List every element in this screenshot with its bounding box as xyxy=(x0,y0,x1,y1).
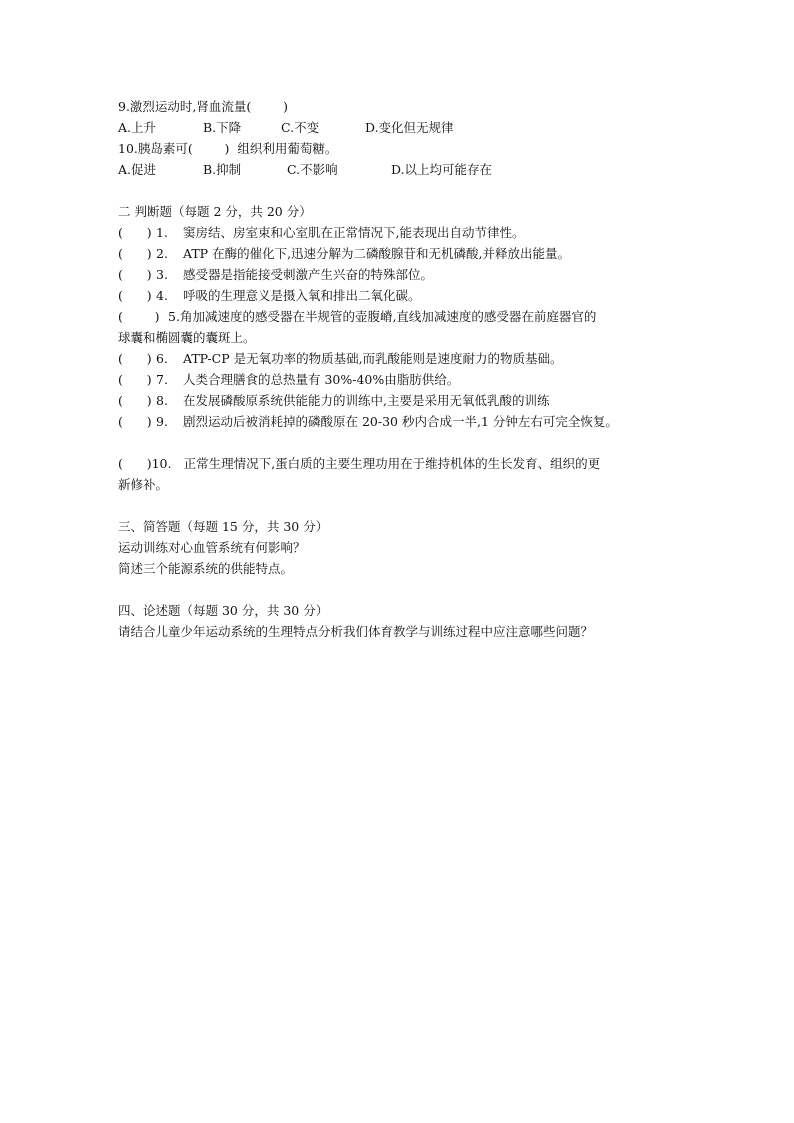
item-number: 7. xyxy=(156,372,168,387)
spacer xyxy=(118,579,678,600)
item-text: 呼吸的生理意义是摄入氧和排出二氧化碳。 xyxy=(183,288,421,303)
judgment-item-4 xyxy=(118,285,678,306)
question-10-option-c: C.不影响 xyxy=(287,162,338,177)
item-number: 5. xyxy=(168,309,180,324)
item-text: 感受器是指能接受刺激产生兴奋的特殊部位。 xyxy=(183,267,434,282)
answer-blank: ( ) xyxy=(118,288,152,303)
item-text: 正常生理情况下,蛋白质的主要生理功用在于维持机体的生长发育、组织的更 xyxy=(183,456,601,471)
item-text: 剧烈运动后被消耗掉的磷酸原在 20-30 秒内合成一半,1 分钟左右可完全恢复。 xyxy=(183,414,618,429)
spacer xyxy=(118,432,678,453)
judgment-item-2 xyxy=(118,243,678,264)
judgment-item-10 xyxy=(118,453,678,495)
question-9-option-d: D.变化但无规律 xyxy=(365,120,454,135)
judgment-item-9 xyxy=(118,411,678,432)
judgment-item-7 xyxy=(118,369,678,390)
answer-blank: ( ) xyxy=(118,309,160,324)
exam-content xyxy=(118,96,678,642)
question-9-option-b: B.下降 xyxy=(203,120,242,135)
spacer xyxy=(118,495,678,516)
item-text: ATP 在酶的催化下,迅速分解为二磷酸腺苷和无机磷酸,并释放出能量。 xyxy=(183,246,571,261)
question-10-option-d: D.以上均可能存在 xyxy=(391,162,493,177)
question-9-stem: 9.激烈运动时,肾血流量( ) xyxy=(118,99,288,114)
question-9-options xyxy=(118,117,678,138)
judgment-item-6 xyxy=(118,348,678,369)
item-text: ATP-CP 是无氧功率的物质基础,而乳酸能则是速度耐力的物质基础。 xyxy=(183,351,563,366)
answer-blank: ( ) xyxy=(118,225,152,240)
item-number: 4. xyxy=(156,288,168,303)
answer-blank: ( ) xyxy=(118,246,152,261)
question-10-option-b: B.抑制 xyxy=(203,162,242,177)
item-number: 10. xyxy=(151,456,172,471)
item-number: 8. xyxy=(156,393,168,408)
judgment-item-1 xyxy=(118,222,678,243)
question-10-option-a: A.促进 xyxy=(118,162,157,177)
item-number: 9. xyxy=(156,414,168,429)
answer-blank: ( ) xyxy=(118,393,152,408)
item-text: 人类合理膳食的总热量有 30%-40%由脂肪供给。 xyxy=(183,372,460,387)
item-text-continued: 新修补。 xyxy=(118,477,169,492)
item-number: 6. xyxy=(156,351,168,366)
question-9-option-a: A.上升 xyxy=(118,120,157,135)
judgment-item-5 xyxy=(118,306,678,348)
question-10-options xyxy=(118,159,678,180)
answer-blank: ( ) xyxy=(118,414,152,429)
spacer xyxy=(118,180,678,201)
essay-question-1: 请结合儿童少年运动系统的生理特点分析我们体育教学与训练过程中应注意哪些问题？ xyxy=(118,624,594,639)
judgment-item-3 xyxy=(118,264,678,285)
item-text: 角加减速度的感受器在半规管的壶腹嵴,直线加减速度的感受器在前庭器官的 xyxy=(179,309,597,324)
judgment-item-8 xyxy=(118,390,678,411)
answer-blank: ( ) xyxy=(118,456,152,471)
short-answer-section-title: 三、简答题（每题 15 分，共 30 分） xyxy=(118,519,329,534)
essay-section-title: 四、论述题（每题 30 分，共 30 分） xyxy=(118,603,329,618)
item-number: 2. xyxy=(156,246,168,261)
item-text: 窦房结、房室束和心室肌在正常情况下,能表现出自动节律性。 xyxy=(183,225,525,240)
question-10-stem: 10.胰岛素可( ) 组织利用葡萄糖。 xyxy=(118,141,338,156)
item-number: 3. xyxy=(156,267,168,282)
answer-blank: ( ) xyxy=(118,351,152,366)
item-number: 1. xyxy=(156,225,168,240)
item-text-continued: 球囊和椭圆囊的囊斑上。 xyxy=(118,330,256,345)
answer-blank: ( ) xyxy=(118,372,152,387)
answer-blank: ( ) xyxy=(118,267,152,282)
short-answer-question-2: 简述三个能源系统的供能特点。 xyxy=(118,561,294,576)
judgment-section-title: 二 判断题（每题 2 分，共 20 分） xyxy=(118,204,312,219)
item-text: 在发展磷酸原系统供能能力的训练中,主要是采用无氧低乳酸的训练 xyxy=(183,393,550,408)
question-9-option-c: C.不变 xyxy=(281,120,320,135)
short-answer-question-1: 运动训练对心血管系统有何影响？ xyxy=(118,540,306,555)
